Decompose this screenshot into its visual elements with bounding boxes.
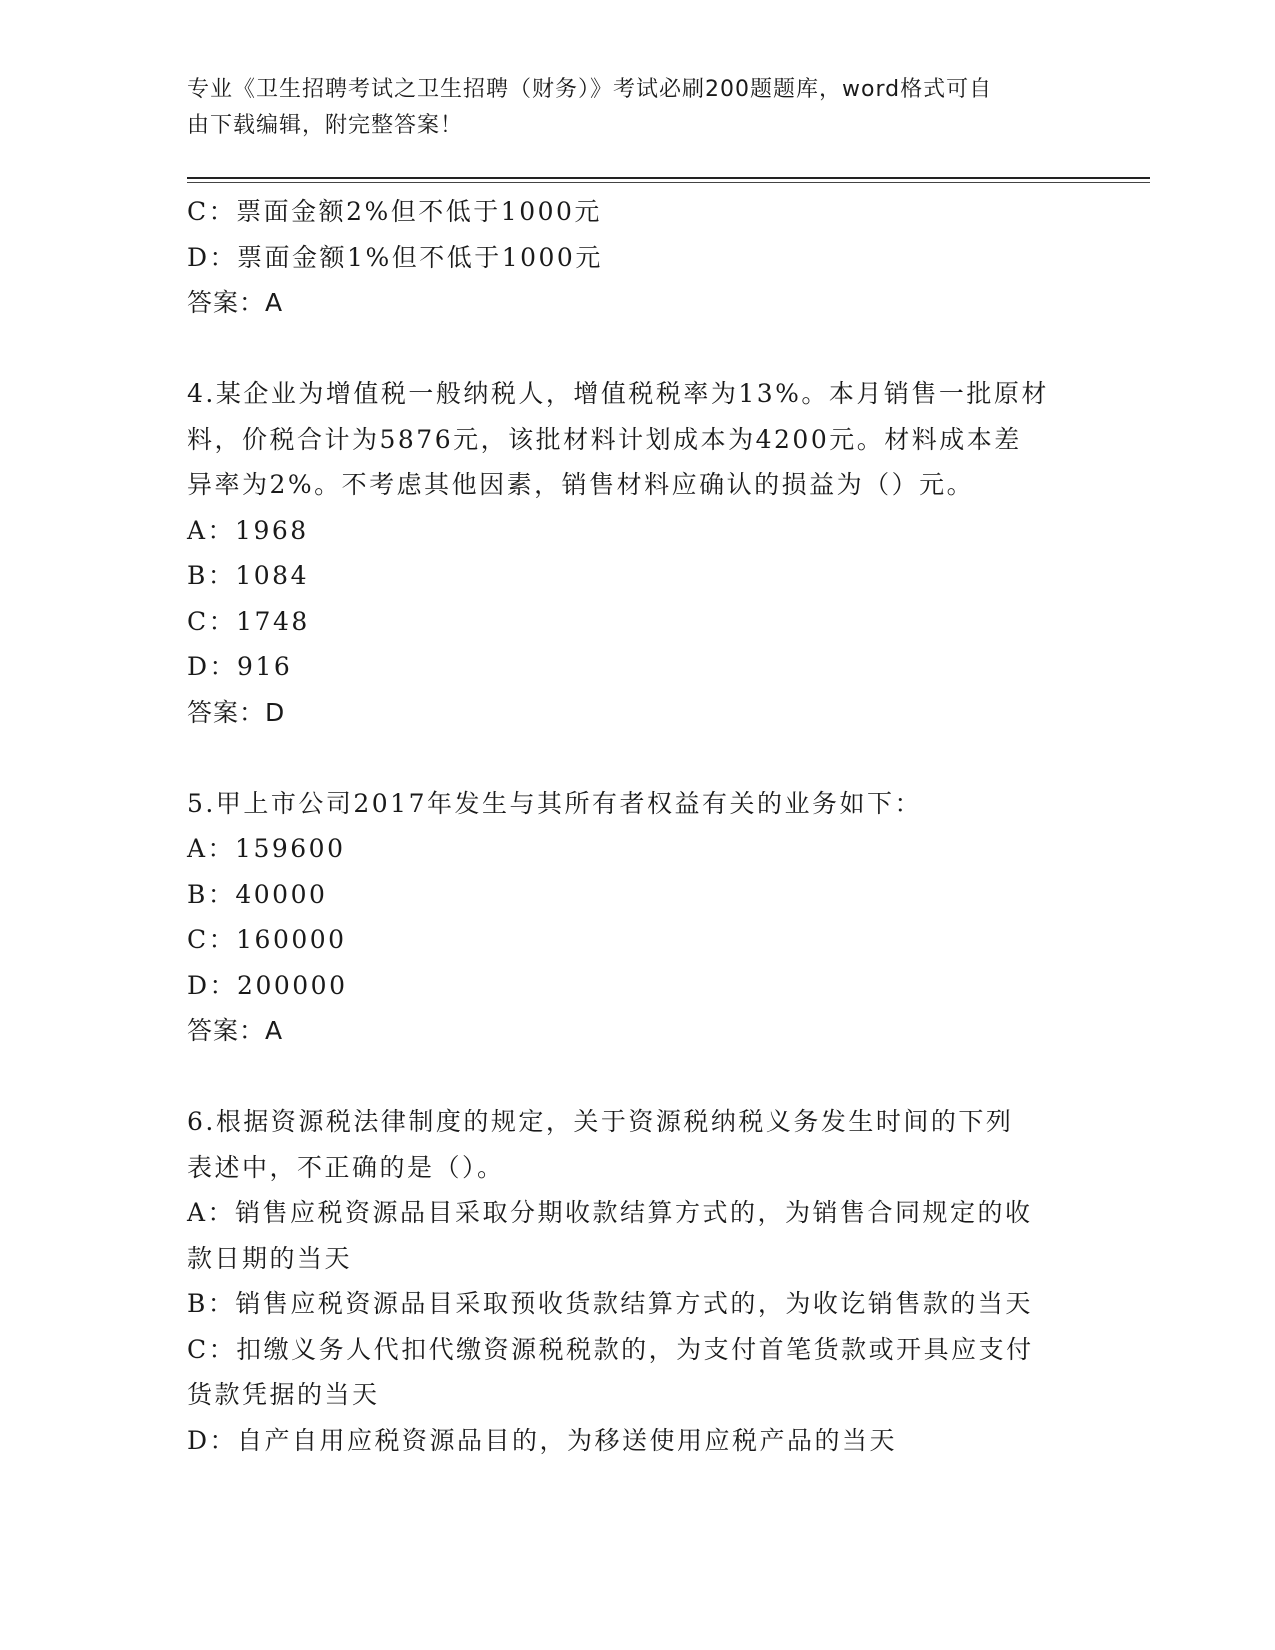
question-stem: 4.某企业为增值税一般纳税人，增值税税率为13%。本月销售一批原材 <box>187 379 1049 408</box>
question-6 <box>187 1099 1087 1463</box>
header-divider-thin <box>187 182 1150 183</box>
option-d: D：票面金额1%但不低于1000元 <box>187 242 603 272</box>
question-stem: 料，价税合计为5876元，该批材料计划成本为4200元。材料成本差 <box>187 424 1022 454</box>
answer-line: 答案：A <box>187 288 284 317</box>
option-c-continued: 货款凭据的当天 <box>187 1380 380 1409</box>
spacer <box>187 1054 1087 1100</box>
question-stem: 6.根据资源税法律制度的规定，关于资源税纳税义务发生时间的下列 <box>187 1107 1014 1136</box>
question-stem: 5.甲上市公司2017年发生与其所有者权益有关的业务如下： <box>187 788 922 818</box>
option-a: A：销售应税资源品目采取分期收款结算方式的，为销售合同规定的收 <box>187 1198 1033 1227</box>
option-c: C：票面金额2%但不低于1000元 <box>187 197 602 226</box>
header-divider-thick <box>187 177 1150 179</box>
header-line-2: 由下载编辑，附完整答案！ <box>187 113 464 138</box>
option-a: A：1968 <box>187 515 309 545</box>
question-stem: 异率为2%。不考虑其他因素，销售材料应确认的损益为（）元。 <box>187 470 975 499</box>
answer-line: 答案：A <box>187 1016 284 1045</box>
question-3-tail <box>187 189 1087 326</box>
answer-line: 答案：D <box>187 697 286 727</box>
option-b: B：40000 <box>187 879 328 909</box>
option-b: B：销售应税资源品目采取预收货款结算方式的，为收讫销售款的当天 <box>187 1289 1033 1318</box>
question-4 <box>187 371 1087 735</box>
spacer <box>187 326 1087 372</box>
option-d: D：自产自用应税资源品目的，为移送使用应税产品的当天 <box>187 1425 898 1455</box>
option-d: D：200000 <box>187 970 348 1000</box>
question-content <box>187 189 1087 1463</box>
document-header <box>187 72 1067 144</box>
option-b: B：1084 <box>187 561 309 590</box>
option-c: C：160000 <box>187 925 347 954</box>
option-c: C：1748 <box>187 606 310 636</box>
header-line-1: 专业《卫生招聘考试之卫生招聘（财务）》考试必刷200题题库，word格式可自 <box>187 77 993 102</box>
option-c: C：扣缴义务人代扣代缴资源税税款的，为支付首笔货款或开具应支付 <box>187 1334 1034 1364</box>
question-5 <box>187 781 1087 1054</box>
option-a: A：159600 <box>187 834 346 863</box>
option-a-continued: 款日期的当天 <box>187 1243 353 1273</box>
spacer <box>187 735 1087 781</box>
option-d: D：916 <box>187 652 293 681</box>
question-stem: 表述中，不正确的是（）。 <box>187 1152 505 1182</box>
